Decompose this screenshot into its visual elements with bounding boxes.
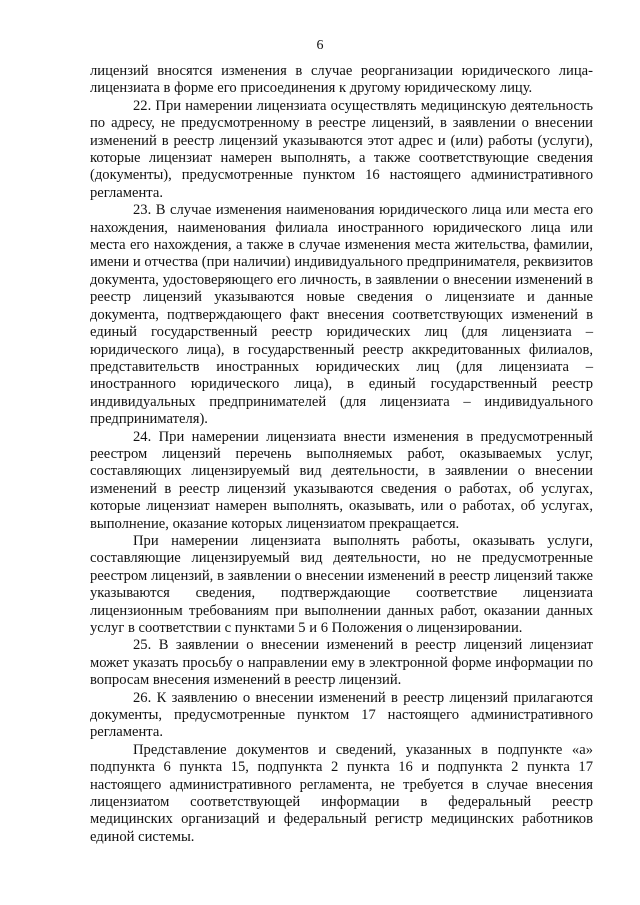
page-number: 6 bbox=[316, 38, 324, 53]
paragraph-24-continued: При намерении лицензиата выполнять работы, оказывать услуги, составляющие лицензируемый вид деятельности, но не предусмотренные реестром лицензий, в заявлении о внесении изменений в реестр лицензий также указываются сведения, подтверждающие соответствие лицензиата лицензионным требованиям при выполнении данных работ, оказании данных услуг в соответствии с пунктами 5 и 6 Положения о лицензировании. bbox=[90, 532, 593, 636]
paragraph-26-continued: Представление документов и сведений, указанных в подпункте «а» подпункта 6 пункта 15, подпункта 2 пункта 16 и подпункта 2 пункта 17 настоящего административного регламента, не требуется в случае внесения лицензиатом соответствующей информации в федеральный реестр медицинских организаций и федеральный регистр медицинских работников единой системы. bbox=[90, 741, 593, 845]
paragraph-22: 22. При намерении лицензиата осуществлять медицинскую деятельность по адресу, не предусмотренному в реестре лицензий, в заявлении о внесении изменений в реестр лицензий указываются этот адрес и (или) работы (услуги), которые лицензиат намерен выполнять, а также соответствующие сведения (документы), предусмотренные пунктом 16 настоящего административного регламента. bbox=[90, 97, 593, 201]
paragraph-23: 23. В случае изменения наименования юридического лица или места его нахождения, наименования филиала иностранного юридического лица или места его нахождения, а также в случае изменения места жительства, фамилии, имени и отчества (при наличии) индивидуального предпринимателя, реквизитов документа, удостоверяющего его личность, в заявлении о внесении изменений в реестр лицензий указываются новые сведения о лицензиате и данные документа, подтверждающего факт внесения соответствующих изменений в единый государственный реестр юридических лиц (для лицензиата – юридического лица), в государственный реестр аккредитованных филиалов, представительств иностранных юридических лиц (для лицензиата – иностранного юридического лица), в единый государственный реестр индивидуальных предпринимателей (для лицензиата – индивидуального предпринимателя). bbox=[90, 202, 593, 428]
paragraph-continuation: лицензий вносятся изменения в случае реорганизации юридического лица-лицензиата в форме его присоединения к другому юридическому лицу. bbox=[90, 63, 593, 97]
paragraph-25: 25. В заявлении о внесении изменений в реестр лицензий лицензиат может указать просьбу о направлении ему в электронной форме информации по вопросам внесения изменений в реестр лицензий. bbox=[90, 637, 593, 689]
paragraph-24: 24. При намерении лицензиата внести изменения в предусмотренный реестром лицензий перечень выполняемых работ, оказываемых услуг, составляющих лицензируемый вид деятельности, в заявлении о внесении изменений в реестр лицензий указываются сведения о работах, об услугах, которые лицензиат намерен выполнять, оказывать, или о работах, об услугах, выполнение, оказание которых лицензиатом прекращается. bbox=[90, 428, 593, 532]
document-body bbox=[90, 63, 593, 846]
paragraph-26: 26. К заявлению о внесении изменений в реестр лицензий прилагаются документы, предусмотренные пунктом 17 настоящего административного регламента. bbox=[90, 689, 593, 741]
